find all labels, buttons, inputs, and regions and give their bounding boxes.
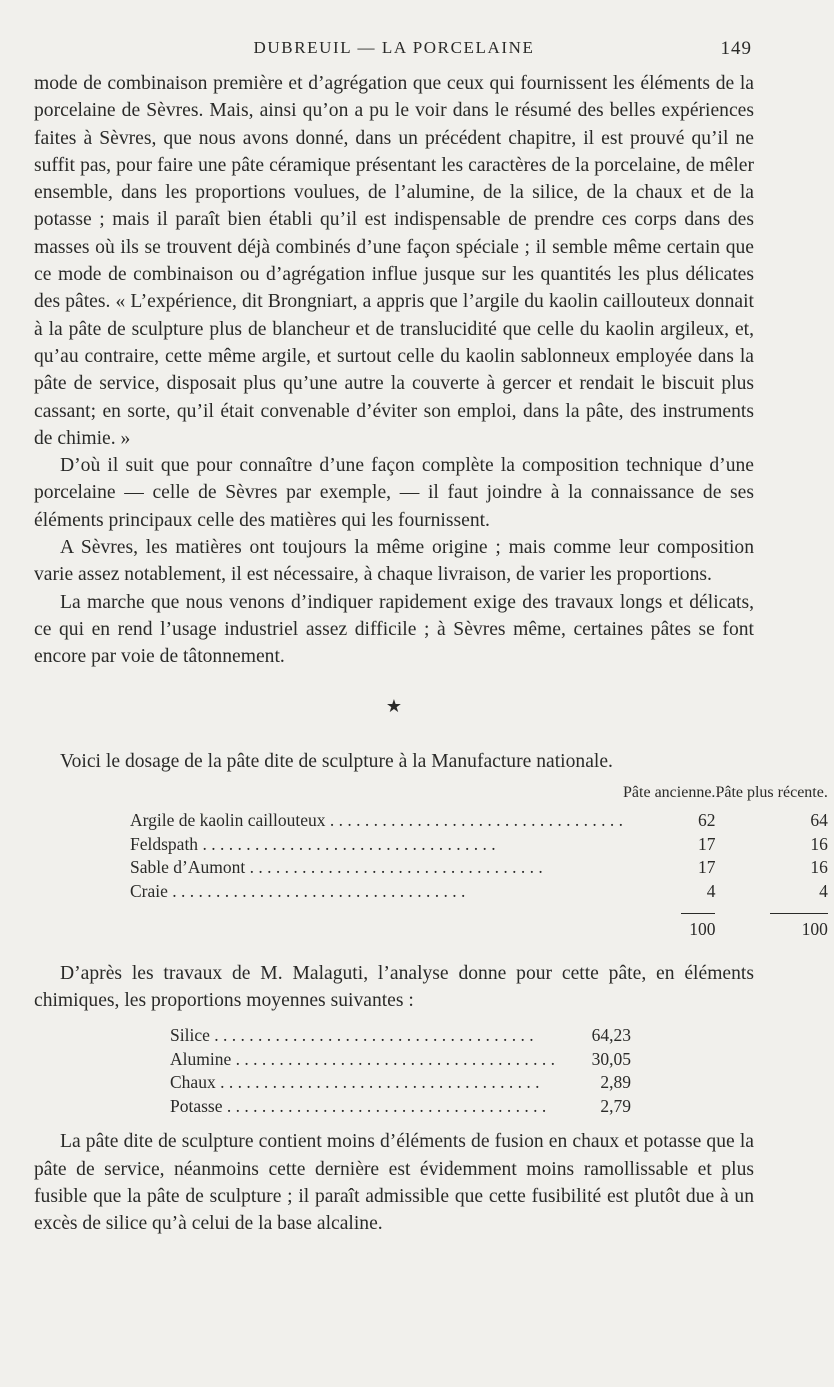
old-value: 62 (697, 810, 716, 831)
new-value: 16 (810, 857, 828, 878)
element-name: Potasse . . . (170, 1095, 555, 1119)
ingredient-name: Craie . . . (130, 880, 623, 904)
ingredient-name: Argile de kaolin caillouteux . . . (130, 809, 623, 833)
paragraph-continuation: mode de combinaison première et d’agrégation que ceux qui fournissent les éléments de la porcelaine de Sèvres. Mais, ainsi qu’on a pu le voir dans le résumé des belles expériences faites à Sèvres, que nous avons donné, dans un précédent chapitre, il est prouvé qu’il ne suffit pas, pour faire une pâte céramique présentant les caractères de la porcelaine, de mêler ensemble, dans les proportions voulues, de l’alumine, de la silice, de la chaux et de la potasse ; mais il paraît bien établi qu’il est indispensable de prendre ces corps dans des masses où ils se trouvent déjà combinés d’une façon spéciale ; il semble même certain que ce mode de combinaison ou d’agrégation influe jusque sur les quantités les plus délicates des pâtes. « L’expérience, dit Brongniart, a appris que l’argile du kaolin caillouteux donnait à la pâte de sculpture plus de blancheur et de translucidité que celle du kaolin argileux, et, qu’au contraire, cette même argile, et surtout celle du kaolin sablonneux employée dans la pâte de service, disposait plus qu’une autre la couverte à gercer et rendait le biscuit plus cassant; en sorte, qu’il était convenable d’éviter son emploi, dans la pâte, des instruments de chimie. » (34, 73, 754, 449)
col-header-old: Pâte ancienne. (623, 784, 716, 802)
analysis-row (170, 1071, 631, 1095)
total-spacer (130, 903, 623, 942)
element-value: 2,89 (600, 1072, 631, 1093)
total-new (715, 903, 833, 942)
analysis-row (170, 1024, 631, 1048)
total-old (623, 903, 715, 942)
ingredient-name: Feldspath . . . (130, 833, 623, 857)
recipe-row (130, 833, 834, 857)
col-header-new: Pâte plus récente. (715, 784, 828, 802)
analysis-row (170, 1095, 631, 1119)
element-name: Silice . . . (170, 1024, 555, 1048)
page-body (34, 70, 828, 1237)
old-value: 17 (697, 857, 716, 878)
analysis-intro: D’après les travaux de M. Malaguti, l’analyse donne pour cette pâte, en éléments chimiques, les proportions moyennes suivantes : (34, 962, 754, 1011)
total-new-value: 100 (770, 913, 828, 942)
page-header (36, 38, 752, 64)
recipe-row (130, 809, 834, 833)
new-value: 16 (810, 833, 828, 854)
element-value: 64,23 (591, 1025, 631, 1046)
analysis-table (170, 1024, 631, 1118)
element-name: Alumine . . . (170, 1048, 555, 1072)
paragraph: La marche que nous venons d’indiquer rapidement exige des travaux longs et délicats, ce qui en rend l’usage industriel assez difficile ; à Sèvres même, certaines pâtes se font encore par voie de tâtonnement. (34, 591, 754, 668)
old-value: 17 (697, 833, 716, 854)
page-number: 149 (720, 38, 752, 59)
paragraph: A Sèvres, les matières ont toujours la même origine ; mais comme leur composition varie assez notablement, il est nécessaire, à chaque livraison, de varier les proportions. (34, 537, 754, 586)
running-head: DUBREUIL — LA PORCELAINE (253, 38, 535, 57)
recipe-header-row (130, 781, 834, 809)
paragraph: D’où il suit que pour connaître d’une façon complète la composition technique d’une porcelaine — celle de Sèvres par exemple, — il faut joindre à la connaissance de ses éléments principaux celle des matières qui les fournissent. (34, 455, 754, 531)
section-ornament: ★ (385, 695, 403, 716)
old-value: 4 (706, 880, 716, 901)
new-value: 64 (810, 810, 828, 831)
analysis-row (170, 1048, 631, 1072)
recipe-total-row (130, 903, 834, 942)
closing-paragraph: La pâte dite de sculpture contient moins d’éléments de fusion en chaux et potasse que la pâte de service, néanmoins cette dernière est évidemment moins ramollissable et plus fusible que la pâte de sculpture ; il paraît admissible que cette fusibilité est plutôt due à un excès de silice qu’à celui de la base alcaline. (34, 1131, 754, 1235)
recipe-row (130, 856, 834, 880)
recipe-intro: Voici le dosage de la pâte dite de sculpture à la Manufacture nationale. (60, 750, 613, 772)
element-value: 30,05 (591, 1048, 631, 1069)
recipe-header-spacer (130, 781, 623, 809)
ingredient-name: Sable d’Aumont . . . (130, 856, 623, 880)
new-value: 4 (819, 880, 828, 901)
total-old-value: 100 (681, 913, 715, 942)
element-value: 2,79 (600, 1095, 631, 1116)
recipe-table (130, 781, 834, 942)
element-name: Chaux . . . (170, 1071, 555, 1095)
recipe-row (130, 880, 834, 904)
